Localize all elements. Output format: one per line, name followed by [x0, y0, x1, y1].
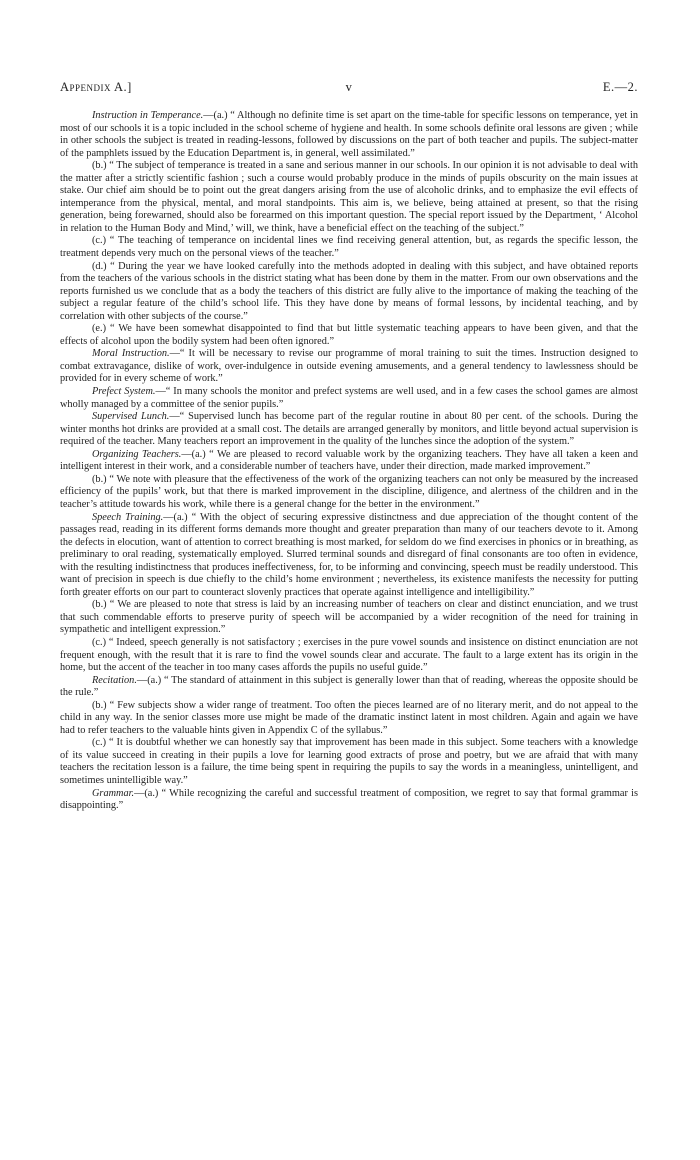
document-reference: E.—2. — [602, 80, 638, 94]
paragraph-text: (b.) “ We are pleased to note that stress is laid by an increasing number of teachers on clear and distinct enunciation, and we trust that such commendable efforts to preserve purity of speech will be accompanied by a wider recognition of the need for training in sympathetic and intelligent expression.” — [60, 599, 638, 636]
paragraph — [60, 386, 638, 411]
paragraph-text: —“ In many schools the monitor and prefect systems are well used, and in a few cases the school games are almost wholly managed by a committee of the senior pupils.” — [60, 386, 638, 410]
paragraph — [60, 512, 638, 600]
paragraph-text: (b.) “ Few subjects show a wider range of treatment. Too often the pieces learned are of no literary merit, and do not appeal to the child in any way. In the senior classes more use might be made of the dramatic instinct latent in most children. Again and again we have had to refer teachers to the valuable hints given in Appendix C of the syllabus.” — [60, 699, 638, 736]
paragraph — [60, 700, 638, 738]
paragraph — [60, 474, 638, 512]
paragraph-text: (c.) “ The teaching of temperance on incidental lines we find receiving general attention, but, as regards the specific lesson, the treatment depends very much on the personal views of the teacher.” — [60, 235, 638, 260]
paragraph-text: (b.) “ The subject of temperance is treated in a sane and serious manner in our schools. In our opinion it is not advisable to deal with the matter after a strictly scientific fashion ; such a course would probably produce in the minds of pupils obscurity on the main issues at stake. Our chief aim should be to point out the great dangers arising from the use of alcoholic drinks, and to emphasize the evil effects of intemperance from the physical, mental, and moral standpoints. This aim is, we believe, being attained at present, so that the rising generation, being forewarned, should also be forearmed on this important question. The special report issued by the Department, ‘ Alcohol in relation to the Human Body and Mind,’ will, we think, have a beneficial effect on the teaching of the subject.” — [60, 160, 638, 234]
paragraph — [60, 323, 638, 348]
paragraph — [60, 411, 638, 449]
paragraph-text: —“ Supervised lunch has become part of the regular routine in about 80 per cent. of the schools. During the winter months hot drinks are provided at a small cost. The details are arranged generally by monitors, and little beyond actual supervision is required of the teacher. Many teachers report an improvement in the quality of the lunches since the adoption of the system.” — [60, 411, 638, 448]
paragraph — [60, 788, 638, 813]
section-heading: Moral Instruction. — [92, 348, 170, 360]
page-number: v — [345, 80, 353, 94]
paragraph — [60, 449, 638, 474]
paragraph-text: (d.) “ During the year we have looked carefully into the methods adopted in dealing with this subject, and have obtained reports from the teachers of the various schools in the district stating what has been done by them in the matter. From our own observations and the reports furnished us we conclude that as a body the teachers of this district are fully alive to the importance of making the teaching of the subject a regular feature of the child’s school life. This they have done by means of formal lessons, by incidental teaching, and by correlation with other subjects of the course.” — [60, 260, 638, 322]
body-text — [60, 110, 638, 813]
section-heading: Organizing Teachers. — [92, 448, 182, 460]
paragraph-text: —(a.) “ While recognizing the careful and successful treatment of composition, we regret to say that formal grammar is disappointing.” — [60, 787, 638, 812]
paragraph-text: (c.) “ It is doubtful whether we can honestly say that improvement has been made in this subject. Some teachers with a knowledge of its value succeed in creating in their pupils a love for learning good extracts of prose and poetry, but we are afraid that with many teachers the recitation lesson is a failure, the time being spent in requiring the pupils to say the words in a meaningless, unintelligent, and sometimes unintelligible way.” — [60, 737, 638, 786]
paragraph-text: —(a.) “ Although no definite time is set apart on the time-table for specific lessons on temperance, yet in most of our schools it is a topic included in the school scheme of hygiene and health. In some schools definite oral lessons are given ; while in other schools the subject is treated in reading-lessons, followed by discussions on the part of both teacher and pupils. The subject-matter of the pamphlets issued by the Education Department is, in general, well assimilated.” — [60, 110, 639, 159]
section-heading: Grammar. — [92, 787, 135, 799]
paragraph — [60, 348, 638, 386]
paragraph — [60, 637, 638, 675]
paragraph-text: (c.) “ Indeed, speech generally is not satisfactory ; exercises in the pure vowel sounds and insistence on distinct enunciation are not frequent enough, with the result that it is rare to find the vowel sounds clear and accurate. The fault to a large extent has its origin in the home, but the accent of the teacher in too many cases affords the pupils no useful guide.” — [60, 636, 638, 674]
paragraph-text: —“ It will be necessary to revise our programme of moral training to suit the times. Instruction designed to combat extravagance, dislike of work, over-indulgence in outside evening amusements, and a general tendency to lawlessness should be provided for in every scheme of work.” — [60, 348, 638, 385]
section-heading: Speech Training. — [92, 511, 164, 523]
paragraph — [60, 110, 638, 160]
paragraph-text: —(a.) “ We are pleased to record valuable work by the organizing teachers. They have all taken a keen and intelligent interest in their work, and a considerable number of teachers have, under their direction, made marked improvement.” — [60, 448, 638, 473]
section-heading: Supervised Lunch. — [92, 411, 170, 423]
section-heading: Recitation. — [92, 674, 137, 686]
paragraph-text: (b.) “ We note with pleasure that the effectiveness of the work of the organizing teachers can not only be measured by the increased efficiency of the pupils’ work, but that there is marked improvement in the discipline, diligence, and alertness of the children and in the teacher’s attitude towards his work, while there is a general change for the better in the environment.” — [60, 473, 638, 510]
page-header — [60, 80, 638, 100]
paragraph — [60, 599, 638, 637]
paragraph-text: (e.) “ We have been somewhat disappointed to find that but little systematic teaching appears to have been given, and that the effects of alcohol upon the bodily system had been often ignored.” — [60, 323, 638, 347]
paragraph-text: —(a.) “ The standard of attainment in this subject is generally lower than that of reading, whereas the opposite should be the rule.” — [60, 674, 638, 699]
section-heading: Prefect System. — [92, 386, 156, 398]
paragraph — [60, 261, 638, 324]
paragraph — [60, 675, 638, 700]
paragraph — [60, 737, 638, 787]
paragraph — [60, 235, 638, 260]
paragraph — [60, 160, 638, 235]
paragraph-text: —(a.) “ With the object of securing expressive distinctness and due appreciation of the thought content of the passages read, reading in its different forms demands more thought and greater preparation than many of our teachers devote to it. Among the defects in elocution, want of attention to correct breathing is most marked, for seldom do we find exercises in phonics or in breathing, as preliminary to oral reading, systematically employed. Slurred terminal sounds and disregard of final consonants are too often in evidence, with the resulting indistinctness that produces ineffectiveness, for, to be informing and convincing, speech must be readily understood. This want of precision in speech is due chiefly to the child’s home environment ; nevertheless, its existence manifests the necessity for putting forth greater efforts on our part to counteract slovenly practices that operate against intelligence and intelligibility.” — [60, 511, 638, 598]
section-heading: Instruction in Temperance. — [92, 110, 204, 121]
appendix-label: Appendix A.] — [60, 80, 132, 94]
